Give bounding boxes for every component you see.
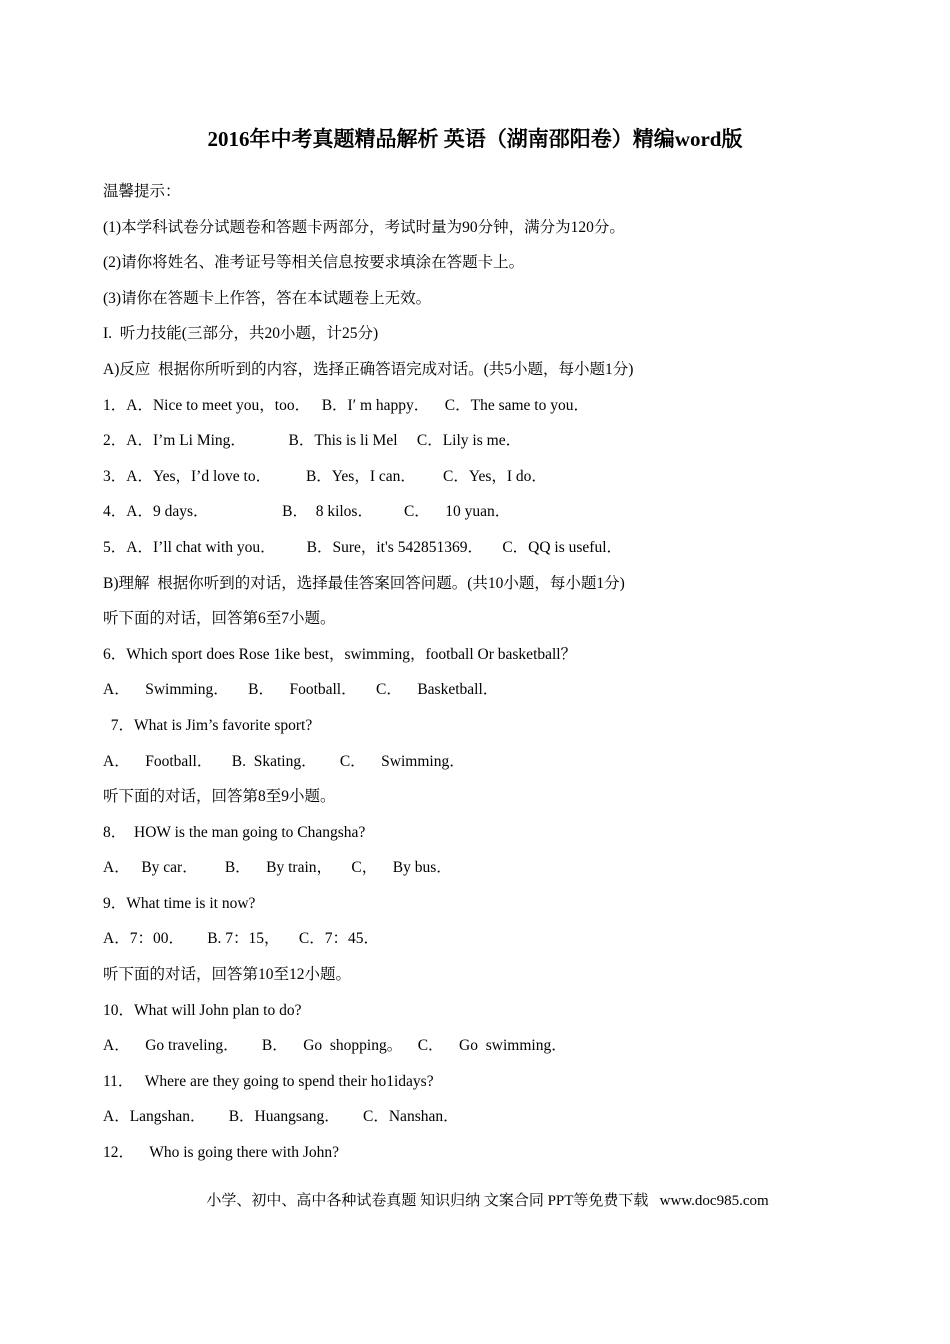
options-line: A． Football． B. Skating． C． Swimming． xyxy=(103,752,465,770)
question-line: 3．A．Yes，I’d love to． B．Yes，I can． C．Yes，I do． xyxy=(103,467,547,485)
options-line: A． By car． B． By train， C， By bus． xyxy=(103,859,452,877)
tip-line: (1)本学科试卷分试题卷和答题卡两部分，考试时量为90分钟，满分为120分。 xyxy=(103,218,625,236)
options-line: A．7：00． B. 7：15， C．7：45． xyxy=(103,930,379,948)
options-line: A． Go traveling． B． Go shopping。 C． Go swimming． xyxy=(103,1037,567,1055)
question-line: 7．What is Jim’s favorite sport? xyxy=(103,716,313,734)
part-instruction: A)反应 根据你所听到的内容，选择正确答语完成对话。(共5小题，每小题1分) xyxy=(103,360,634,378)
dialogue-instruction: 听下面的对话，回答第8至9小题。 xyxy=(103,788,336,806)
options-line: A． Swimming． B． Football． C． Basketball． xyxy=(103,681,499,699)
page-footer: 小学、初中、高中各种试卷真题 知识归纳 文案合同 PPT等免费下载 www.doc985.com xyxy=(206,1193,769,1209)
question-line: 12． Who is going there with John? xyxy=(103,1144,340,1162)
question-line: 4．A．9 days． B． 8 kilos． C． 10 yuan． xyxy=(103,503,511,521)
tip-line: (3)请你在答题卡上作答，答在本试题卷上无效。 xyxy=(103,289,432,307)
question-line: 1．A．Nice to meet you，too． B．I′ m happy． C．The same to you． xyxy=(103,396,589,414)
question-line: 11． Where are they going to spend their ho1idays? xyxy=(103,1072,434,1090)
options-line: A．Langshan． B．Huangsang． C．Nanshan． xyxy=(103,1108,459,1126)
page-title: 2016年中考真题精品解析 英语（湖南邵阳卷）精编word版 xyxy=(207,127,743,151)
tips-heading: 温馨提示： xyxy=(103,183,181,200)
question-line: 5．A．I’ll chat with you． B．Sure，it's 542851369． C．QQ is useful． xyxy=(103,538,623,556)
dialogue-instruction: 听下面的对话，回答第6至7小题。 xyxy=(103,610,336,628)
question-line: 10．What will John plan to do? xyxy=(103,1001,302,1019)
part-instruction: B)理解 根据你听到的对话，选择最佳答案回答问题。(共10小题，每小题1分) xyxy=(103,574,625,592)
question-line: 8． HOW is the man going to Changsha? xyxy=(103,823,366,841)
question-line: 6．Which sport does Rose 1ike best，swimming，football Or basketball？ xyxy=(103,645,577,663)
question-line: 9．What time is it now? xyxy=(103,894,256,912)
section-heading: I. 听力技能(三部分，共20小题，计25分) xyxy=(103,325,379,343)
question-line: 2．A．I’m Li Ming． B．This is li Mel C．Lily is me． xyxy=(103,432,522,450)
document-body xyxy=(103,180,863,1177)
tip-line: (2)请你将姓名、准考证号等相关信息按要求填涂在答题卡上。 xyxy=(103,254,525,272)
dialogue-instruction: 听下面的对话，回答第10至12小题。 xyxy=(103,966,352,984)
